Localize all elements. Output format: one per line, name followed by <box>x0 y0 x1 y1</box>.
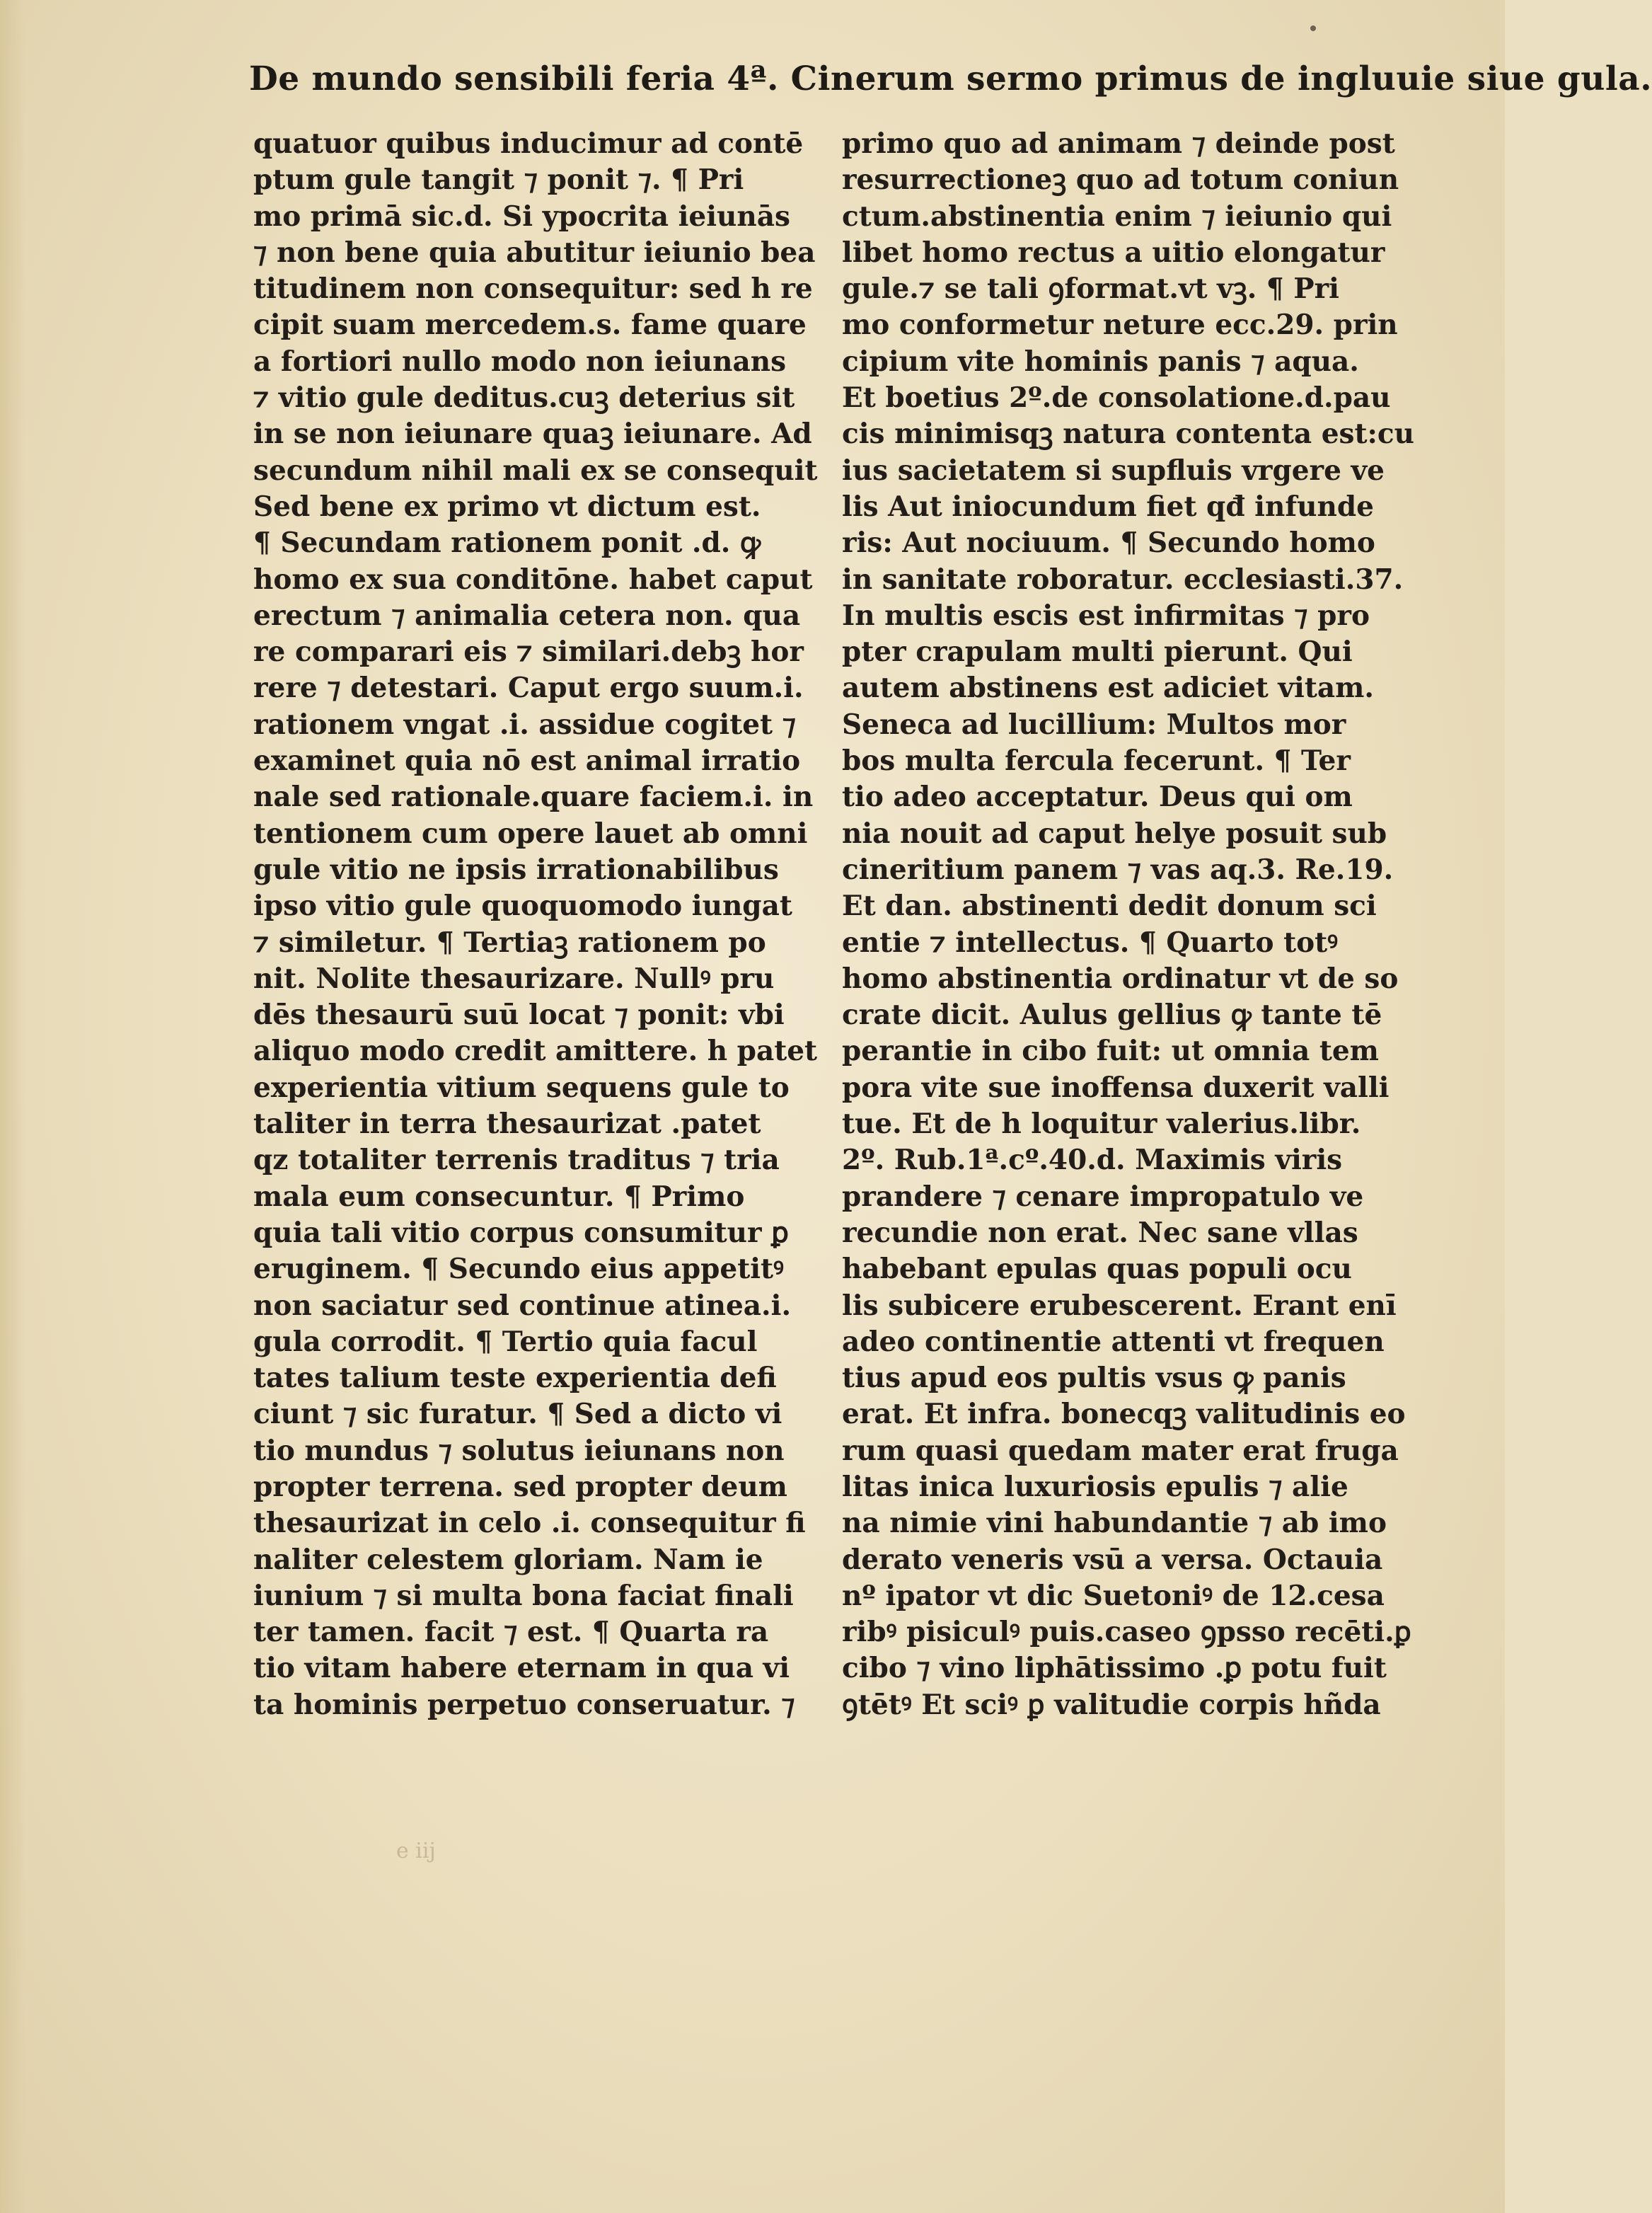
text-line: ipso vitio gule quoquomodo iungat <box>253 890 792 923</box>
text-line: resurrectioneꝫ quo ad totum coniun <box>842 163 1399 197</box>
text-line: taliter in terra thesaurizat .patet <box>253 1108 761 1141</box>
text-line: pter crapulam multi pierunt. Qui <box>842 636 1353 669</box>
text-line: Sed bene ex primo vt dictum est. <box>253 490 761 523</box>
text-line: pora vite sue inoffensa duxerit valli <box>842 1071 1390 1104</box>
text-line: homo abstinentia ordinatur vt de so <box>842 962 1399 995</box>
text-line: nit. Nolite thesaurizare. Nullꝰ pru <box>253 962 775 995</box>
text-line: entie ⁊ intellectus. ¶ Quarto totꝰ <box>842 926 1339 959</box>
text-line: primo quo ad animam ⁊ deinde post <box>842 127 1395 160</box>
signature-mark: e iij <box>396 1839 436 1863</box>
text-line: ter tamen. facit ⁊ est. ¶ Quarta ra <box>253 1616 769 1649</box>
text-line: ta hominis perpetuo conseruatur. ⁊ <box>253 1688 795 1721</box>
text-line: prandere ⁊ cenare impropatulo ve <box>842 1180 1364 1213</box>
text-line: rationem vngat .i. assidue cogitet ⁊ <box>253 708 797 741</box>
text-line: perantie in cibo fuit: ut omnia tem <box>842 1035 1379 1068</box>
page-gutter-shadow <box>0 0 25 2213</box>
text-line: ¶ Secundam rationem ponit .d. ꝙ <box>253 527 761 560</box>
text-line: tio adeo acceptatur. Deus qui om <box>842 781 1353 814</box>
text-line: cipium vite hominis panis ⁊ aqua. <box>842 345 1359 378</box>
text-line: tentionem cum opere lauet ab omni <box>253 817 808 850</box>
text-line: libet homo rectus a uitio elongatur <box>842 236 1385 269</box>
text-line: ribꝰ pisiculꝰ puis.caseo ꝯpsso recēti.ꝑ <box>842 1616 1411 1649</box>
text-line: mala eum consecuntur. ¶ Primo <box>253 1180 745 1213</box>
text-line: cibo ⁊ vino liphātissimo .ꝑ potu fuit <box>842 1652 1387 1685</box>
text-line: gula corrodit. ¶ Tertio quia facul <box>253 1325 758 1358</box>
text-line: naliter celestem gloriam. Nam ie <box>253 1543 763 1576</box>
text-line: Seneca ad lucillium: Multos mor <box>842 708 1346 741</box>
text-line: secundum nihil mali ex se consequit <box>253 454 818 487</box>
text-line: ciunt ⁊ sic furatur. ¶ Sed a dicto vi <box>253 1398 782 1431</box>
text-line: re comparari eis ⁊ similari.debꝫ hor <box>253 636 804 669</box>
text-line: cis minimisqꝫ natura contenta est:cu <box>842 418 1414 451</box>
text-line: litas inica luxuriosis epulis ⁊ alie <box>842 1470 1348 1503</box>
text-line: tates talium teste experientia defi <box>253 1362 777 1395</box>
text-line: rum quasi quedam mater erat fruga <box>842 1434 1399 1467</box>
text-line: crate dicit. Aulus gellius ꝙ tante tē <box>842 999 1382 1032</box>
text-line: Et dan. abstinenti dedit donum sci <box>842 890 1377 923</box>
text-line: eruginem. ¶ Secundo eius appetitꝰ <box>253 1253 784 1286</box>
text-line: ris: Aut nociuum. ¶ Secundo homo <box>842 527 1375 560</box>
text-line: aliquo modo credit amittere. h patet <box>253 1035 818 1068</box>
ink-speck <box>1310 25 1316 31</box>
text-line: gule.⁊ se tali ꝯformat.vt vꝫ. ¶ Pri <box>842 272 1339 306</box>
text-line: thesaurizat in celo .i. consequitur fi <box>253 1507 806 1540</box>
text-line: tius apud eos pultis vsus ꝙ panis <box>842 1362 1346 1395</box>
text-line: quatuor quibus inducimur ad contē <box>253 127 804 160</box>
text-line: adeo continentie attenti vt frequen <box>842 1325 1385 1358</box>
left-text-column <box>253 126 833 1723</box>
text-line: habebant epulas quas populi ocu <box>842 1253 1352 1286</box>
text-line: Et boetius 2º.de consolatione.d.pau <box>842 381 1391 415</box>
text-line: ⁊ similetur. ¶ Tertiaꝫ rationem po <box>253 926 766 959</box>
running-header: De mundo sensibili feria 4ª. Cinerum sermo primus de ingluuie siue gula. <box>249 59 1652 98</box>
text-line: tio vitam habere eternam in qua vi <box>253 1652 790 1685</box>
text-line: in sanitate roboratur. ecclesiasti.37. <box>842 563 1404 596</box>
text-line: mo conformetur neture ecc.29. prin <box>842 309 1398 342</box>
text-line: in se non ieiunare quaꝫ ieiunare. Ad <box>253 418 812 451</box>
text-line: cineritium panem ⁊ vas aq.3. Re.19. <box>842 853 1394 886</box>
text-line: qz totaliter terrenis traditus ⁊ tria <box>253 1144 780 1177</box>
text-line: nia nouit ad caput helye posuit sub <box>842 817 1387 850</box>
text-line: homo ex sua conditōne. habet caput <box>253 563 813 596</box>
text-line: examinet quia nō est animal irratio <box>253 745 801 778</box>
text-line: quia tali vitio corpus consumitur ꝑ <box>253 1216 789 1249</box>
text-line: ꝯtētꝰ Et sciꝰ ꝑ valitudie corpis hñda <box>842 1688 1381 1721</box>
right-text-column <box>842 126 1429 1723</box>
text-line: tio mundus ⁊ solutus ieiunans non <box>253 1434 785 1467</box>
text-line: ptum gule tangit ⁊ ponit ⁊. ¶ Pri <box>253 163 744 197</box>
text-line: autem abstinens est adiciet vitam. <box>842 672 1374 705</box>
text-line: erat. Et infra. bonecqꝫ valitudinis eo <box>842 1398 1406 1431</box>
text-line: nº ipator vt dic Suetoniꝰ de 12.cesa <box>842 1579 1385 1612</box>
text-line: propter terrena. sed propter deum <box>253 1470 787 1503</box>
text-line: rere ⁊ detestari. Caput ergo suum.i. <box>253 672 804 705</box>
text-line: 2º. Rub.1ª.cº.40.d. Maximis viris <box>842 1144 1343 1177</box>
text-line: tue. Et de h loquitur valerius.libr. <box>842 1108 1361 1141</box>
text-line: In multis escis est infirmitas ⁊ pro <box>842 599 1370 632</box>
text-line: erectum ⁊ animalia cetera non. qua <box>253 599 801 632</box>
text-line: mo primā sic.d. Si ypocrita ieiunās <box>253 200 790 233</box>
text-line: non saciatur sed continue atinea.i. <box>253 1289 792 1322</box>
text-line: nale sed rationale.quare faciem.i. in <box>253 781 814 814</box>
text-line: derato veneris vsū a versa. Octauia <box>842 1543 1383 1576</box>
text-line: titudinem non consequitur: sed h re <box>253 272 813 306</box>
text-line: cipit suam mercedem.s. fame quare <box>253 309 807 342</box>
text-line: na nimie vini habundantie ⁊ ab imo <box>842 1507 1387 1540</box>
text-line: ⁊ non bene quia abutitur ieiunio bea <box>253 236 816 269</box>
text-line: lis Aut iniocundum fiet qđ infunde <box>842 490 1374 523</box>
text-line: experientia vitium sequens gule to <box>253 1071 790 1104</box>
text-line: ius sacietatem si supfluis vrgere ve <box>842 454 1385 487</box>
text-line: recundie non erat. Nec sane vllas <box>842 1216 1358 1249</box>
text-line: a fortiori nullo modo non ieiunans <box>253 345 787 378</box>
text-line: ⁊ vitio gule deditus.cuꝫ deterius sit <box>253 381 795 415</box>
text-line: dēs thesaurū suū locat ⁊ ponit: vbi <box>253 999 785 1032</box>
text-line: ctum.abstinentia enim ⁊ ieiunio qui <box>842 200 1392 233</box>
text-line: iunium ⁊ si multa bona faciat finali <box>253 1579 794 1612</box>
text-line: gule vitio ne ipsis irrationabilibus <box>253 853 779 886</box>
text-line: bos multa fercula fecerunt. ¶ Ter <box>842 745 1351 778</box>
text-line: lis subicere erubescerent. Erant enī <box>842 1289 1397 1322</box>
